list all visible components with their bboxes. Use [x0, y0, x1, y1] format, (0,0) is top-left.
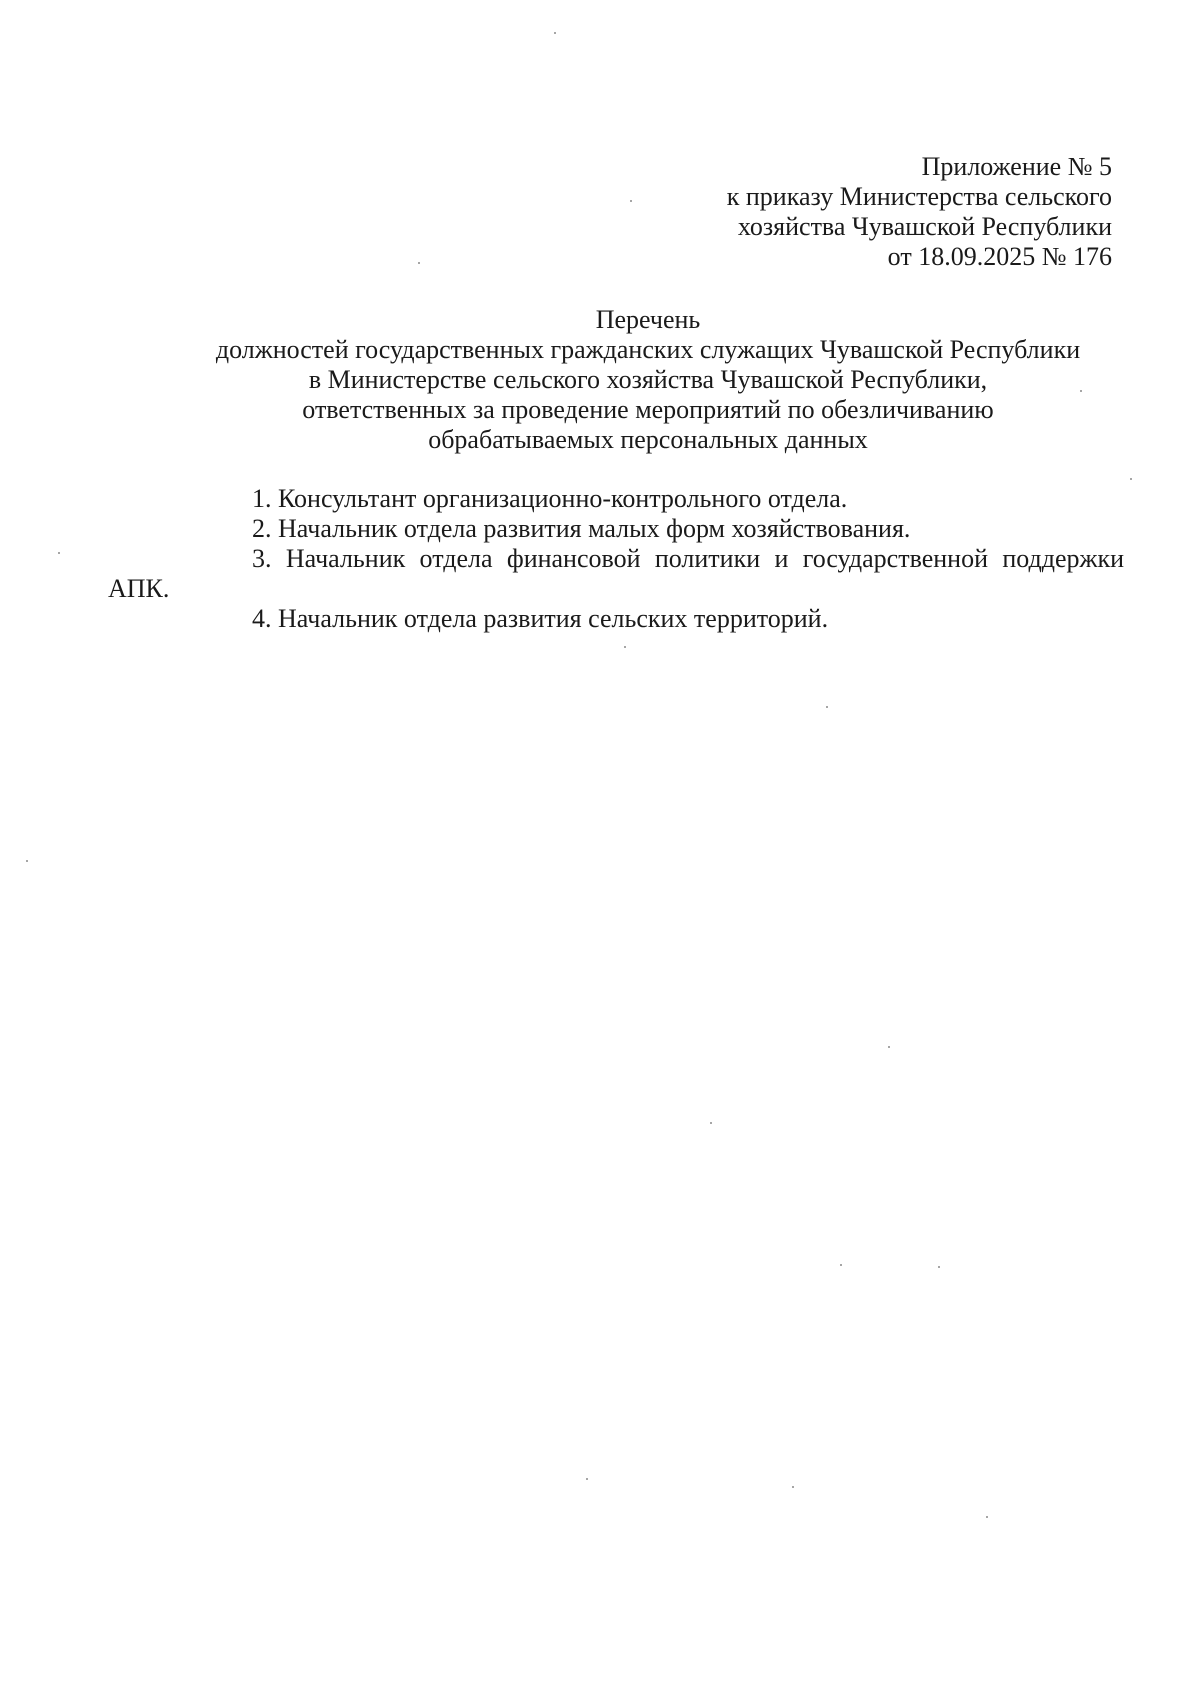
scan-speck — [58, 552, 60, 554]
positions-list — [108, 484, 1124, 634]
appendix-date: от 18.09.2025 № 176 — [887, 242, 1112, 271]
appendix-order-ref: к приказу Министерства сельского — [726, 182, 1112, 211]
scan-speck — [26, 860, 28, 862]
list-item-text: 3. Начальник отдела финансовой политики и государственной поддержки — [252, 544, 1124, 573]
title-heading: Перечень — [595, 305, 701, 334]
list-item — [108, 544, 1124, 604]
title-line-1: должностей государственных гражданских служащих Чувашской Республики — [215, 335, 1081, 364]
list-item-continuation: АПК. — [108, 574, 170, 603]
scan-speck — [1080, 390, 1082, 392]
scan-speck — [792, 1486, 794, 1488]
scan-speck — [938, 1266, 940, 1268]
scan-speck — [418, 262, 420, 264]
scan-speck — [586, 1478, 588, 1480]
scan-speck — [826, 706, 828, 708]
scan-speck — [840, 1264, 842, 1266]
title-line-4: обрабатываемых персональных данных — [428, 425, 868, 454]
scan-speck — [710, 1122, 712, 1124]
scan-speck — [554, 32, 556, 34]
scan-speck — [630, 200, 632, 202]
title-line-3: ответственных за проведение мероприятий по обезличиванию — [302, 395, 994, 424]
list-item: 2. Начальник отдела развития малых форм хозяйствования. — [252, 514, 911, 543]
document-title — [160, 305, 1136, 455]
list-item: 4. Начальник отдела развития сельских территорий. — [252, 604, 829, 633]
scan-speck — [888, 1046, 890, 1048]
scan-speck — [1130, 478, 1132, 480]
list-item: 1. Консультант организационно-контрольного отдела. — [252, 484, 848, 513]
appendix-number: Приложение № 5 — [921, 152, 1112, 181]
appendix-ministry: хозяйства Чувашской Республики — [737, 212, 1112, 241]
scan-speck — [986, 1516, 988, 1518]
appendix-header — [727, 152, 1112, 272]
scan-speck — [624, 646, 626, 648]
title-line-2: в Министерстве сельского хозяйства Чувашской Республики, — [308, 365, 988, 394]
